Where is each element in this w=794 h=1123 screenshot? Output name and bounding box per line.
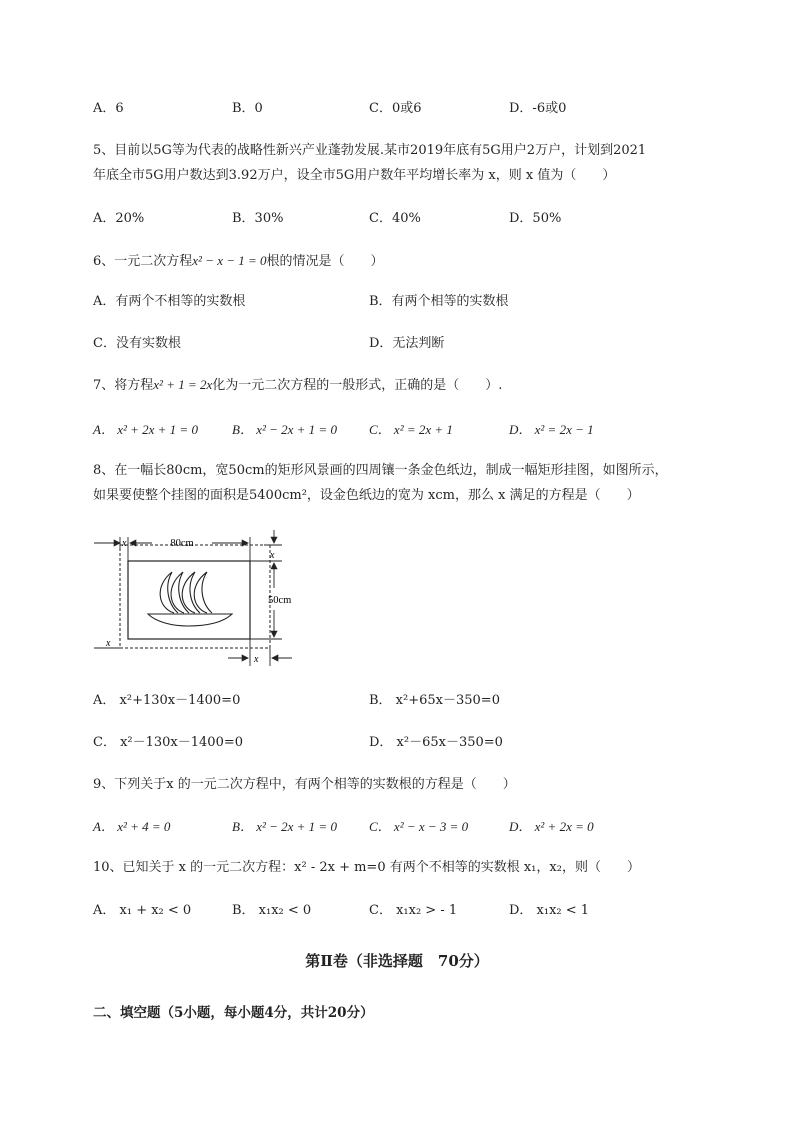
q7-options	[93, 420, 713, 440]
q6-option-a: A．有两个不相等的实数根	[93, 294, 246, 309]
q6-option-b: B．有两个相等的实数根	[369, 294, 509, 309]
q8-option-b: B． x²+65x－350=0	[369, 693, 500, 708]
q9-option-a: A． x² + 4 = 0	[93, 819, 171, 834]
q8-options-row1	[93, 691, 713, 711]
q10-option-c: C． x₁x₂ > - 1	[369, 903, 458, 918]
label-50cm: 50cm	[268, 595, 292, 606]
q6-stem-post: 根的情况是（ ）	[266, 254, 384, 269]
label-80cm: 80cm	[170, 538, 194, 549]
picture-frame-figure	[92, 528, 312, 670]
q6-stem-pre: 6、一元二次方程	[93, 254, 193, 269]
label-x-bottom-left: x	[106, 638, 111, 649]
q10-stem: 10、已知关于 x 的一元二次方程：x² - 2x + m=0 有两个不相等的实数根 x₁，x₂，则（ ）	[93, 860, 640, 875]
q8-stem-line2: 如果要使整个挂图的面积是5400cm²，设金色纸边的宽为 xcm，那么 x 满足的方程是（ ）	[93, 488, 640, 503]
q9-stem: 9、下列关于x 的一元二次方程中，有两个相等的实数根的方程是（ ）	[93, 777, 516, 792]
q5-option-b: B．30%	[232, 211, 284, 226]
q5-option-a: A．20%	[93, 211, 145, 226]
q7-stem-pre: 7、将方程	[93, 378, 154, 393]
q4-option-d: D．-6或0	[509, 101, 567, 116]
q8-option-d: D． x²－65x－350=0	[369, 735, 503, 750]
q7-stem	[93, 375, 502, 396]
q8-options-row2	[93, 733, 713, 753]
q8-option-a: A． x²+130x－1400=0	[93, 693, 241, 708]
q4-option-b: B．0	[232, 101, 263, 116]
q10-options	[93, 901, 713, 921]
q5-option-d: D．50%	[509, 211, 562, 226]
q7-option-a: A． x² + 2x + 1 = 0	[93, 422, 198, 437]
section2-heading: 二、填空题（5小题，每小题4分，共计20分）	[93, 1005, 374, 1021]
q10-option-b: B． x₁x₂ < 0	[232, 903, 312, 918]
q4-option-c: C．0或6	[369, 101, 422, 116]
q9-option-d: D． x² + 2x = 0	[509, 819, 594, 834]
q4-option-a: A．6	[93, 101, 124, 116]
q5-option-c: C．40%	[369, 211, 421, 226]
q6-stem	[93, 251, 384, 272]
q8-option-c: C． x²－130x－1400=0	[93, 735, 244, 750]
q9-option-b: B． x² − 2x + 1 = 0	[232, 819, 337, 834]
label-x-right: x	[270, 550, 275, 561]
q7-option-d: D． x² = 2x − 1	[509, 422, 594, 437]
q7-equation: x² + 1 = 2x	[153, 377, 213, 392]
sailboat-icon	[148, 572, 232, 626]
q6-option-d: D．无法判断	[369, 336, 445, 351]
q7-option-c: C． x² = 2x + 1	[369, 422, 453, 437]
label-x-top: x	[122, 538, 127, 549]
q7-stem-post: 化为一元二次方程的一般形式，正确的是（ ）.	[212, 378, 503, 393]
q9-option-c: C． x² − x − 3 = 0	[369, 819, 469, 834]
q6-options-row2	[93, 334, 713, 354]
inner-picture	[128, 561, 250, 639]
q5-stem-line1: 5、目前以5G等为代表的战略性新兴产业蓬勃发展.某市2019年底有5G用户2万户，计划到2021	[93, 143, 647, 158]
q7-option-b: B． x² − 2x + 1 = 0	[232, 422, 337, 437]
q9-options	[93, 817, 713, 837]
q6-equation: x² − x − 1 = 0	[192, 253, 267, 268]
q10-option-d: D． x₁x₂ < 1	[509, 903, 590, 918]
label-x-bottom-right: x	[254, 654, 259, 665]
q4-options	[93, 99, 713, 119]
q10-option-a: A． x₁ + x₂ < 0	[93, 903, 192, 918]
section-title: 第Ⅱ卷（非选择题 70分）	[305, 952, 489, 970]
q6-option-c: C．没有实数根	[93, 336, 181, 351]
q5-stem-line2: 年底全市5G用户数达到3.92万户，设全市5G用户数年平均增长率为 x，则 x 值为（ ）	[93, 168, 616, 183]
q5-options	[93, 209, 713, 229]
q8-stem-line1: 8、在一幅长80cm，宽50cm的矩形风景画的四周镶一条金色纸边，制成一幅矩形挂图，如图所示，	[93, 463, 668, 478]
q6-options-row1	[93, 292, 713, 312]
